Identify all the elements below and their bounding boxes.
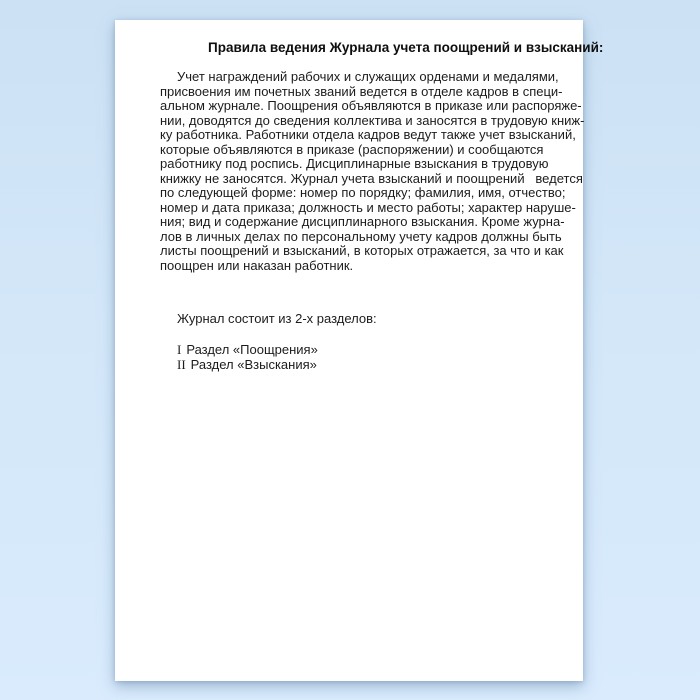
- section-item-rewards: [160, 342, 553, 357]
- paragraph-line: альном журнале. Поощрения объявляются в приказе или распоряже-: [160, 98, 582, 113]
- document-page: [115, 20, 604, 681]
- document-title: Правила ведения Журнала учета поощрений и взысканий:: [208, 40, 604, 55]
- section-label: Раздел «Взыскания»: [190, 356, 317, 372]
- paragraph-line: работнику под роспись. Дисциплинарные взыскания в трудовую: [160, 156, 549, 171]
- paragraph-line: ку работника. Работники отдела кадров ведут также учет взысканий,: [160, 127, 576, 142]
- section-numeral: I: [177, 341, 182, 357]
- paragraph-line: книжку не заносятся. Журнал учета взысканий и поощрений ведется: [160, 170, 583, 186]
- section-item-penalties: [160, 357, 553, 372]
- paragraph-line: которые объявляются в приказе (распоряжении) и сообщаются: [160, 141, 544, 157]
- paragraph-line: поощрен или наказан работник.: [160, 257, 354, 273]
- paragraph-line: ния; вид и содержание дисциплинарного взыскания. Кроме журна-: [160, 214, 565, 229]
- paragraph-line: номер и дата приказа; должность и место работы; характер наруше-: [160, 199, 576, 215]
- document-content: [160, 40, 604, 372]
- document-paragraph: [160, 69, 585, 273]
- section-numeral: II: [177, 356, 186, 372]
- paragraph-line: нии, доводятся до сведения коллектива и заносятся в трудовую книж-: [160, 112, 585, 128]
- sections-heading: Журнал состоит из 2-х разделов:: [177, 311, 377, 326]
- paragraph-line: присвоения им почетных званий ведется в отделе кадров в специ-: [160, 83, 563, 99]
- paragraph-line: Учет награждений рабочих и служащих орденами и медалями,: [177, 69, 559, 84]
- sections-list: [160, 342, 553, 372]
- paragraph-line: лов в личных делах по персональному учету кадров должны быть: [160, 228, 562, 244]
- section-label: Раздел «Поощрения»: [186, 341, 318, 357]
- paragraph-line: листы поощрений и взысканий, в которых отражается, за что и как: [160, 243, 564, 258]
- paragraph-line: по следующей форме: номер по порядку; фамилия, имя, отчество;: [160, 185, 566, 200]
